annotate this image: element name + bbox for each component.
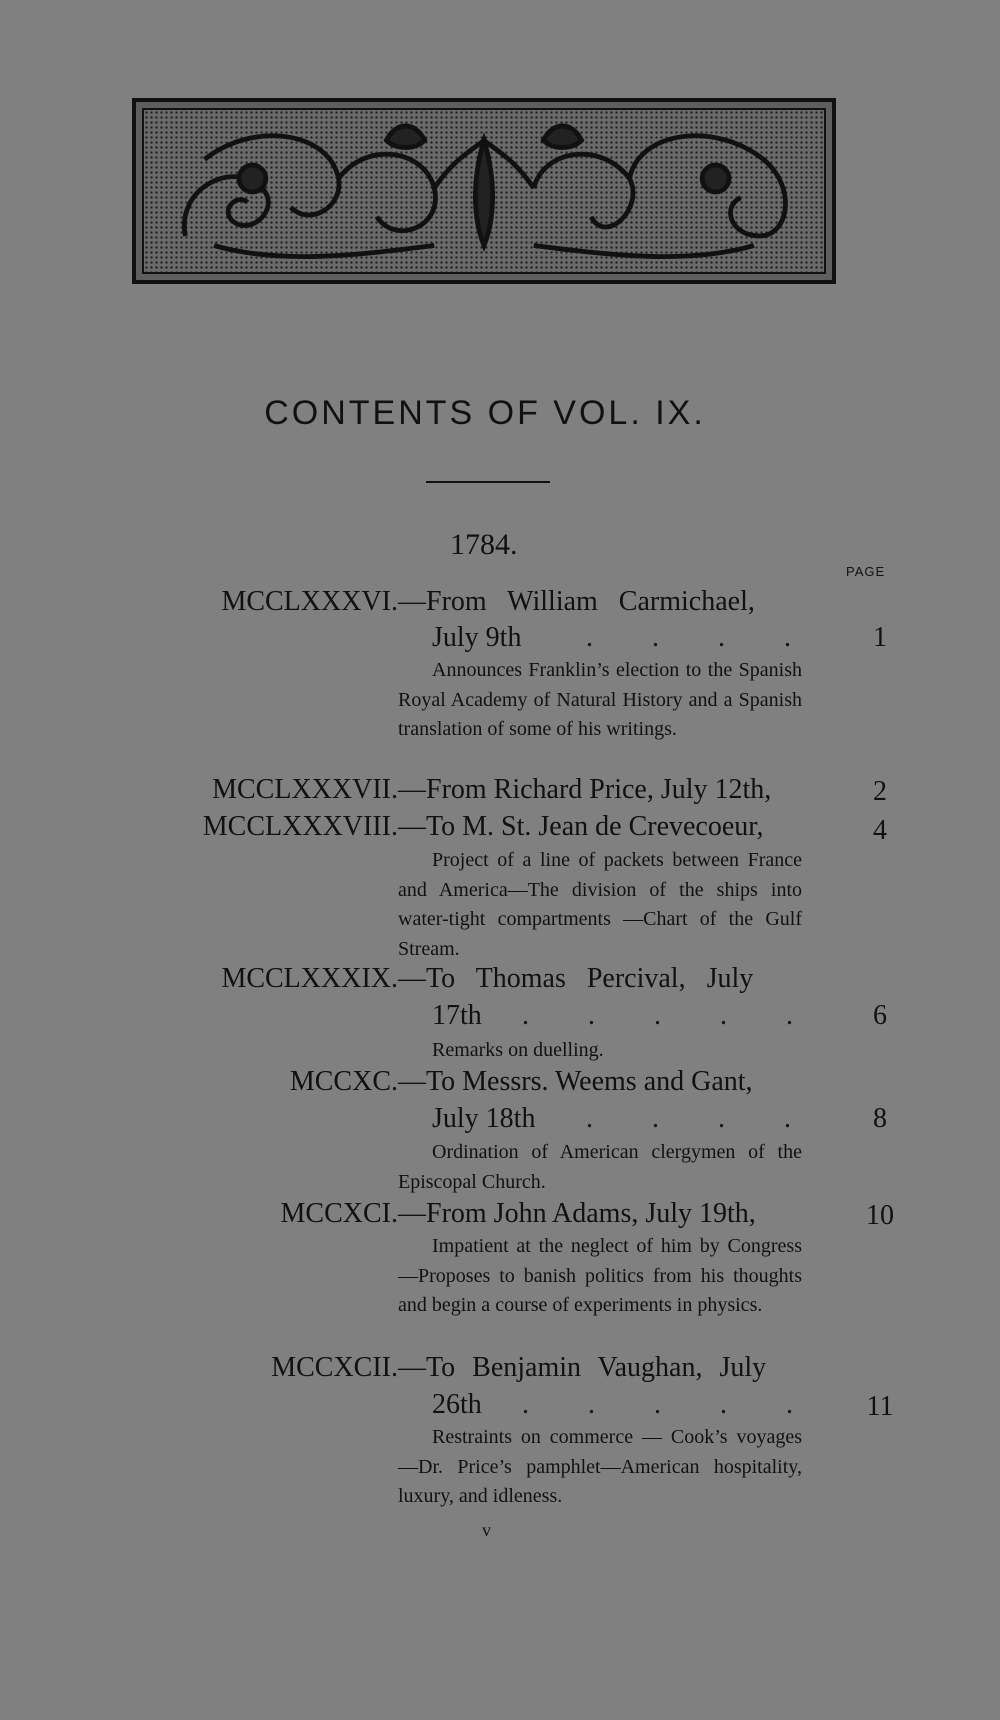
entry-number: MCCLXXXVI. xyxy=(221,586,398,617)
leader-dots: . . . . xyxy=(586,622,817,653)
entry-number: MCCLXXXVII. xyxy=(212,774,398,805)
entry-title: —From William Carmichael, xyxy=(398,586,755,617)
floral-scroll-ornament xyxy=(136,102,832,280)
entry-title-continued: 17th xyxy=(432,1000,482,1031)
entry-page-number: 4 xyxy=(873,815,887,846)
entry-title-continued: July 9th xyxy=(432,622,522,653)
entry-description: Ordination of American clergymen of the Episcopal Church. xyxy=(398,1141,802,1193)
entry-page-number: 2 xyxy=(873,776,887,807)
entry-title: —To Benjamin Vaughan, July xyxy=(398,1352,767,1383)
entry-title: —To M. St. Jean de Crevecoeur, xyxy=(398,811,764,842)
entry-number: MCCXCI. xyxy=(280,1198,398,1229)
entry-page-number: 10 xyxy=(866,1200,894,1231)
entry-number: MCCXC. xyxy=(289,1066,398,1097)
entry-number: MCCLXXXVIII. xyxy=(202,811,398,842)
leader-dots: . . . . . xyxy=(522,1389,819,1420)
entry-number: MCCLXXXIX. xyxy=(221,963,398,994)
entry-page-number: 8 xyxy=(873,1103,887,1134)
entry-description: Impatient at the neglect of him by Congress—Proposes to banish politics from his thoughts and begin a course of experiments in physics. xyxy=(398,1235,802,1316)
entry-description: Remarks on duelling. xyxy=(432,1039,604,1061)
title-divider xyxy=(426,481,550,483)
page-folio: v xyxy=(482,1520,491,1540)
entry-page-number: 6 xyxy=(873,1000,887,1031)
entry-number: MCCXCII. xyxy=(271,1352,398,1383)
entry-title: —From Richard Price, July 12th, xyxy=(398,774,772,805)
entry-title-continued: 26th xyxy=(432,1389,482,1420)
entry-page-number: 11 xyxy=(866,1391,894,1422)
leader-dots: . . . . xyxy=(586,1103,817,1134)
entry-title-continued: July 18th xyxy=(432,1103,536,1134)
page-column-heading: PAGE xyxy=(846,564,886,579)
entry-title: —To Messrs. Weems and Gant, xyxy=(398,1066,753,1097)
entry-description: Restraints on commerce — Cook’s voyages—Dr. Price’s pamphlet—American hospitality, luxury, and idleness. xyxy=(398,1426,802,1507)
entry-page-number: 1 xyxy=(873,622,887,653)
entry-description: Announces Franklin’s election to the Spanish Royal Academy of Natural History and a Spanish translation of some of his writings. xyxy=(398,659,802,740)
page-title: CONTENTS OF VOL. IX. xyxy=(264,394,706,432)
entry-title: —To Thomas Percival, July xyxy=(398,963,754,994)
ornamental-header-banner xyxy=(132,98,836,284)
entry-description: Project of a line of packets between France and America—The division of the ships into water-tight compartments —Chart of the Gulf Stream. xyxy=(398,849,802,960)
year-heading: 1784. xyxy=(450,528,518,561)
leader-dots: . . . . . xyxy=(522,1000,819,1031)
entry-title: —From John Adams, July 19th, xyxy=(398,1198,756,1229)
